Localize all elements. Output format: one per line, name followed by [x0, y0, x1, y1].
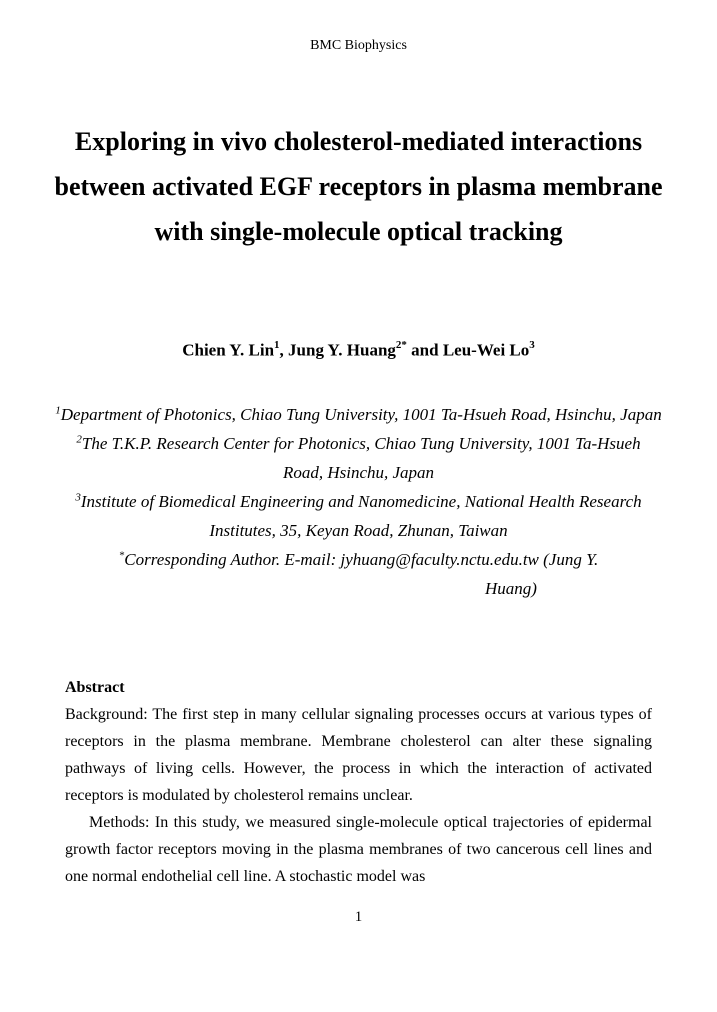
- abstract-background: Background: The first step in many cellular signaling processes occurs at various types of receptors in the plasma membrane. Membrane cholesterol can alter these signaling pathways of living cells. However, the process in which the interaction of activated receptors is modulated by cholesterol remains unclear.: [65, 706, 652, 804]
- affiliation-mark: 1: [55, 404, 61, 417]
- affiliation: [55, 400, 662, 429]
- correspondence-mark: *: [118, 549, 125, 562]
- author-list: [0, 340, 717, 361]
- author-name: Leu-Wei Lo: [442, 340, 530, 360]
- author-affil-mark: 2*: [395, 339, 407, 351]
- affiliation-list: [55, 400, 662, 603]
- correspondence-continuation: Huang): [485, 579, 537, 598]
- affiliation-text: Institute of Biomedical Engineering and Nanomedicine, National Health Research Institutes, 35, Keyan Road, Zhunan, Taiwan: [80, 492, 642, 540]
- abstract-section: [65, 674, 652, 890]
- author-name: Jung Y. Huang: [288, 340, 396, 360]
- affiliation: [55, 487, 662, 545]
- page-number: 1: [354, 909, 363, 925]
- affiliation-text: Department of Photonics, Chiao Tung University, 1001 Ta-Hsueh Road, Hsinchu, Japan: [60, 405, 662, 424]
- affiliation-mark: 3: [75, 491, 81, 504]
- affiliation-mark: 2: [76, 433, 82, 446]
- paper-title: Exploring in vivo cholesterol-mediated interactions between activated EGF receptors in plasma membrane with single-molecule optical tracking: [54, 127, 663, 246]
- running-head: BMC Biophysics: [310, 38, 407, 53]
- affiliation: [55, 429, 662, 487]
- author-separator: and: [406, 340, 443, 360]
- correspondence-text: Corresponding Author. E-mail: jyhuang@faculty.nctu.edu.tw (Jung Y.: [124, 550, 599, 569]
- author-affil-mark: 1: [274, 339, 280, 351]
- correspondence-line: [55, 545, 662, 574]
- author-separator: ,: [279, 340, 289, 360]
- affiliation-text: The T.K.P. Research Center for Photonics, Chiao Tung University, 1001 Ta-Hsueh Road, Hsinchu, Japan: [81, 434, 641, 482]
- abstract-heading: Abstract: [65, 679, 125, 696]
- abstract-methods: Methods: In this study, we measured single-molecule optical trajectories of epidermal growth factor receptors moving in the plasma membranes of two cancerous cell lines and one normal endothelial cell line. A stochastic model was: [65, 814, 652, 885]
- author-name: Chien Y. Lin: [182, 340, 275, 360]
- author-affil-mark: 3: [529, 339, 535, 351]
